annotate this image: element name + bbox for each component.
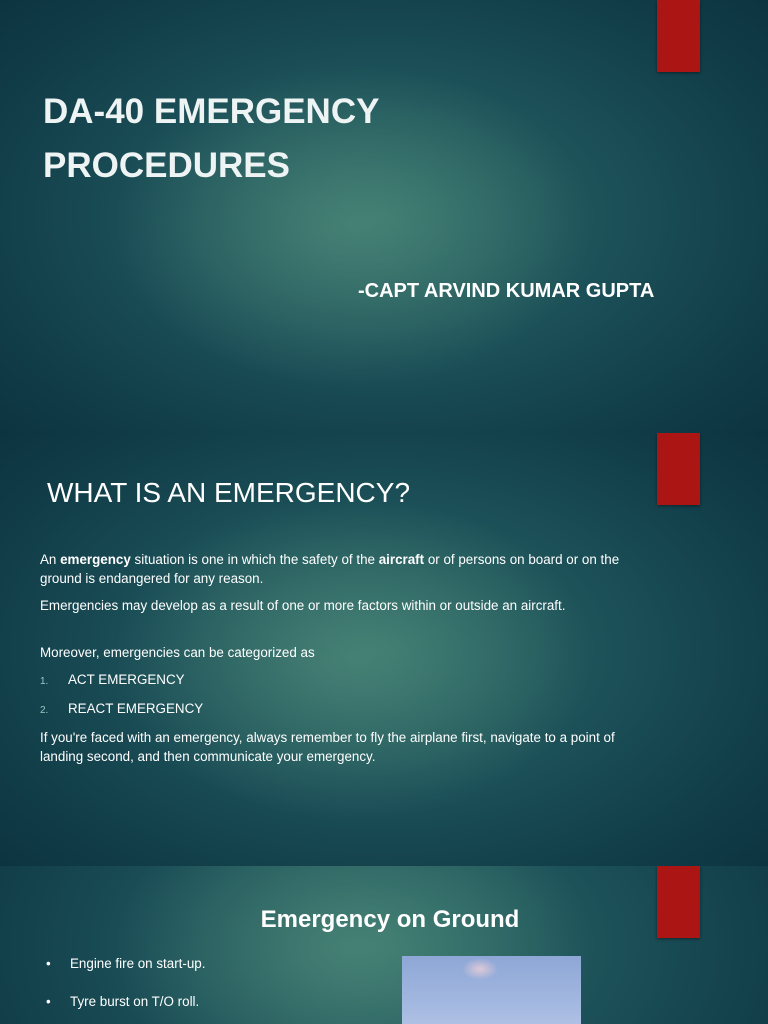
text-run: or of persons on board or on the ground is endangered for any reason. [40,552,620,586]
list-item [40,670,640,691]
sky-photo [402,956,581,1024]
list-text: REACT EMERGENCY [68,701,204,716]
red-accent-tab [657,433,700,505]
list-number: 1. [40,676,49,687]
bullet-list [46,954,205,1024]
slide-emergency-on-ground [0,866,768,1024]
presentation-title: DA-40 EMERGENCY PROCEDURES [43,92,379,185]
list-number: 2. [40,705,49,716]
categories-intro: Moreover, emergencies can be categorized as [40,645,315,660]
list-text: Tyre burst on T/O roll. [70,994,200,1009]
bold-term: emergency [60,552,131,567]
list-item [46,992,205,1011]
list-text: ACT EMERGENCY [68,672,185,687]
definition-paragraph [40,550,640,588]
list-item [46,954,205,973]
slide-what-is-emergency [0,433,768,866]
list-item [40,699,640,720]
red-accent-tab [657,0,700,72]
bullet-marker: • [46,956,51,971]
slide-heading: WHAT IS AN EMERGENCY? [47,477,411,508]
bold-term: aircraft [378,552,425,567]
text-run: An [40,552,61,567]
category-list [40,670,640,720]
slide-body [40,550,640,774]
factors-paragraph: Emergencies may develop as a result of one or more factors within or outside an aircraft. [40,598,566,613]
slide-heading: Emergency on Ground [260,906,520,933]
advice-paragraph: If you're faced with an emergency, always remember to fly the airplane first, navigate to a point of landing second, and then communicate your emergency. [40,730,615,764]
author-name: -CAPT ARVIND KUMAR GUPTA [358,280,655,302]
cloud-shape [462,958,498,980]
text-run: situation is one in which the safety of the [130,552,379,567]
slide-title [0,0,768,433]
bullet-marker: • [46,994,51,1009]
list-text: Engine fire on start-up. [70,956,206,971]
